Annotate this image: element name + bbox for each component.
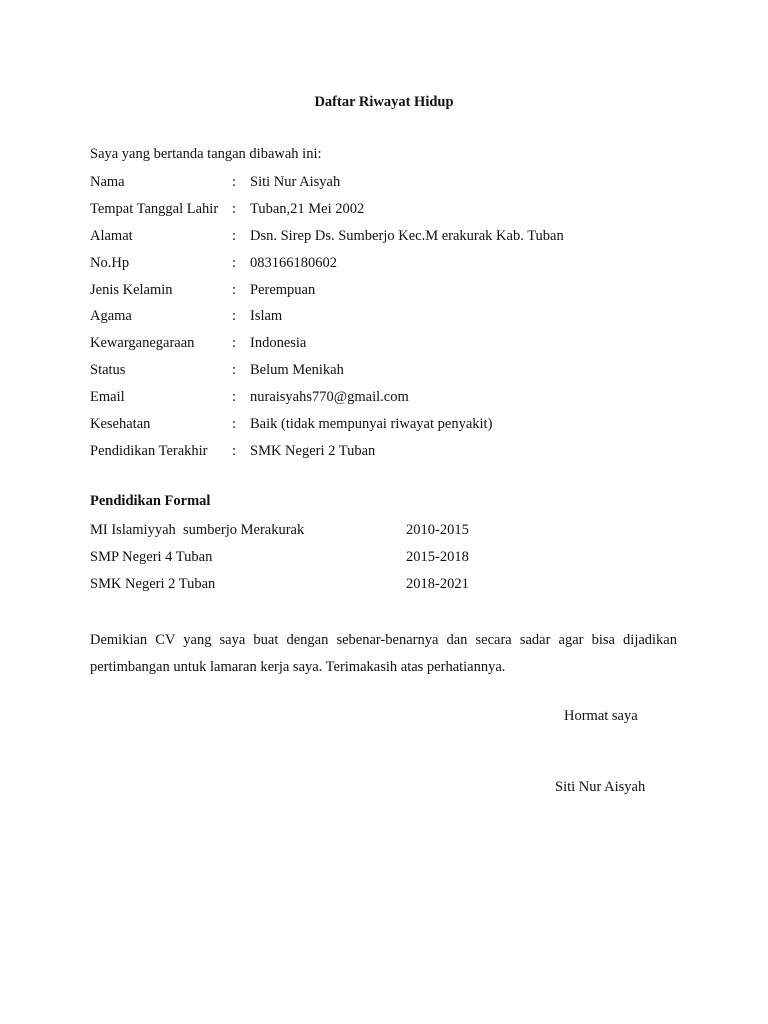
bio-label: Email — [90, 389, 125, 406]
bio-separator: : — [232, 416, 237, 433]
bio-value: Dsn. Sirep Ds. Sumberjo Kec.M erakurak Kab. Tuban — [250, 227, 564, 244]
bio-label: Pendidikan Terakhir — [90, 442, 208, 459]
bio-value: Baik (tidak mempunyai riwayat penyakit) — [250, 416, 493, 433]
bio-row-jenis-kelamin — [90, 279, 690, 306]
bio-separator: : — [232, 174, 237, 190]
document-title: Daftar Riwayat Hidup — [314, 94, 454, 110]
regards-text: Hormat saya — [564, 708, 638, 724]
bio-separator: : — [232, 200, 237, 217]
bio-separator: : — [232, 389, 237, 406]
bio-label: Nama — [90, 174, 125, 190]
bio-row-email — [90, 386, 690, 413]
bio-value: SMK Negeri 2 Tuban — [250, 442, 376, 459]
bio-label: Status — [90, 362, 126, 379]
bio-value: Islam — [250, 308, 283, 325]
bio-row-no-hp — [90, 252, 690, 279]
education-years: 2015-2018 — [406, 548, 469, 565]
education-school: SMK Negeri 2 Tuban — [90, 575, 216, 592]
bio-row-kewarganegaraan — [90, 332, 690, 359]
bio-value: 083166180602 — [250, 254, 337, 271]
bio-value: nuraisyahs770@gmail.com — [250, 389, 409, 406]
bio-row-agama — [90, 305, 690, 332]
education-years: 2018-2021 — [406, 575, 469, 592]
bio-label: Tempat Tanggal Lahir — [90, 200, 219, 217]
bio-row-status — [90, 359, 690, 386]
closing-paragraph: Demikian CV yang saya buat dengan sebenar-benarnya dan secara sadar agar bisa dijadikan pertimbangan untuk lamaran kerja saya. Terimakasih atas perhatiannya. — [90, 632, 677, 675]
bio-separator: : — [232, 254, 237, 271]
bio-separator: : — [232, 442, 237, 459]
bio-label: Kewarganegaraan — [90, 335, 195, 352]
education-section-title: Pendidikan Formal — [90, 493, 211, 509]
bio-row-pendidikan-terakhir — [90, 440, 690, 467]
intro-text: Saya yang bertanda tangan dibawah ini: — [90, 146, 322, 162]
bio-value: Tuban,21 Mei 2002 — [250, 200, 365, 217]
bio-value: Belum Menikah — [250, 362, 344, 379]
bio-label: No.Hp — [90, 254, 130, 271]
education-row — [90, 519, 690, 546]
bio-value: Perempuan — [250, 281, 316, 298]
bio-value: Siti Nur Aisyah — [250, 174, 341, 190]
bio-label: Agama — [90, 308, 132, 325]
education-school: MI Islamiyyah sumberjo Merakurak — [90, 522, 305, 538]
bio-separator: : — [232, 281, 237, 298]
bio-separator: : — [232, 335, 237, 352]
education-years: 2010-2015 — [406, 522, 469, 538]
education-list — [90, 519, 690, 600]
bio-row-nama — [90, 171, 690, 198]
bio-separator: : — [232, 362, 237, 379]
bio-label: Kesehatan — [90, 416, 151, 433]
education-row — [90, 573, 690, 600]
signature-name: Siti Nur Aisyah — [555, 779, 646, 795]
bio-label: Jenis Kelamin — [90, 281, 173, 298]
bio-separator: : — [232, 227, 237, 244]
education-school: SMP Negeri 4 Tuban — [90, 548, 213, 565]
bio-row-alamat — [90, 225, 690, 252]
bio-list — [90, 171, 690, 467]
education-row — [90, 546, 690, 573]
bio-value: Indonesia — [250, 335, 307, 352]
bio-row-tempat-tanggal-lahir — [90, 198, 690, 225]
bio-label: Alamat — [90, 227, 133, 244]
bio-separator: : — [232, 308, 237, 325]
bio-row-kesehatan — [90, 413, 690, 440]
